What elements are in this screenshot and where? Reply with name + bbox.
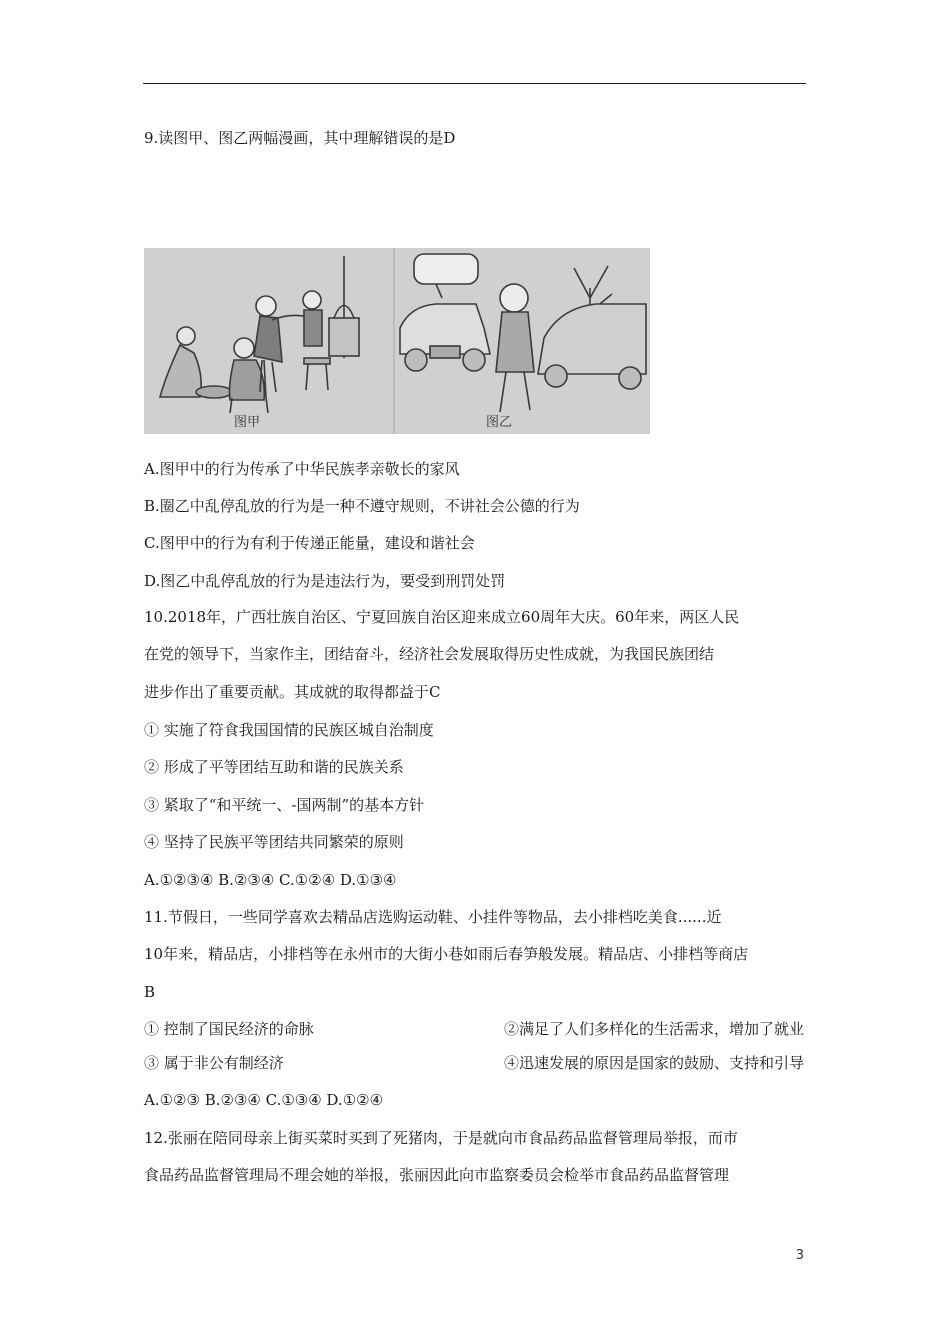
q11-items-row-2 — [144, 1053, 805, 1073]
q11-items-row-1 — [144, 1019, 805, 1039]
q10-choices: A.①②③④ B.②③④ C.①②④ D.①③④ — [144, 871, 397, 889]
q10-stem-line-1: 10.2018年，广西壮族自治区、宁夏回族自治区迎来成立60周年大庆。60年来，两区人民 — [144, 608, 740, 626]
cartoon-illustration — [144, 248, 650, 434]
header-rule — [143, 83, 806, 84]
q10-item-1: ① 实施了符食我国国情的民族区城自治制度 — [144, 721, 434, 739]
q12-stem-line-2: 食品药品监督管理局不理会她的举报，张丽因此向市监察委员会检举市食品药品监督管理 — [144, 1166, 730, 1184]
q10-item-2: ② 形成了平等团结互助和谐的民族关系 — [144, 758, 404, 776]
q9-option-a: A.图甲中的行为传承了中华民族孝亲敬长的家风 — [144, 460, 460, 478]
q11-answer: B — [144, 983, 156, 1001]
q9-option-d: D.图乙中乱停乱放的行为是违法行为，要受到刑罚处罚 — [144, 572, 506, 590]
q9-option-c: C.图甲中的行为有利于传递正能量，建设和谐社会 — [144, 534, 475, 552]
q10-stem-line-3: 进步作出了重要贡献。其成就的取得都益于C — [144, 683, 441, 701]
q11-item-1: ① 控制了国民经济的命脉 — [144, 1020, 314, 1038]
page-number: 3 — [795, 1248, 804, 1263]
cartoon-figure — [144, 248, 650, 434]
q12-stem-line-1: 12.张丽在陪同母亲上街买菜时买到了死猪肉，于是就向市食品药品监督管理局举报，而市 — [144, 1129, 738, 1147]
q11-item-3: ③ 属于非公有制经济 — [144, 1054, 284, 1072]
q10-item-4: ④ 坚持了民族平等团结共同繁荣的原则 — [144, 833, 404, 851]
q9-option-b: B.圈乙中乱停乱放的行为是一种不遵守规则，不讲社会公德的行为 — [144, 497, 580, 515]
q10-stem-line-2: 在党的领导下，当家作主，团结奋斗，经济社会发展取得历史性成就，为我国民族团结 — [144, 645, 715, 663]
caption-left: 图甲 — [234, 415, 261, 430]
q11-item-2: ②满足了人们多样化的生活需求，增加了就业 — [504, 1020, 805, 1038]
q11-stem-line-1: 11.节假日，一些同学喜欢去精品店选购运动鞋、小挂件等物品，去小排档吃美食......近 — [144, 908, 722, 926]
q10-item-3: ③ 紧取了“和平统一、-国两制”的基本方针 — [144, 796, 425, 814]
q11-item-4: ④迅速发展的原因是国家的鼓励、支持和引导 — [504, 1054, 805, 1072]
q11-choices: A.①②③ B.②③④ C.①③④ D.①②④ — [144, 1091, 384, 1109]
caption-right: 图乙 — [486, 415, 513, 430]
q9-stem: 9.读图甲、图乙两幅漫画，其中理解错误的是D — [144, 129, 456, 147]
q11-stem-line-2: 10年来，精品店，小排档等在永州市的大街小巷如雨后春笋般发展。精品店、小排档等商店 — [144, 945, 749, 963]
